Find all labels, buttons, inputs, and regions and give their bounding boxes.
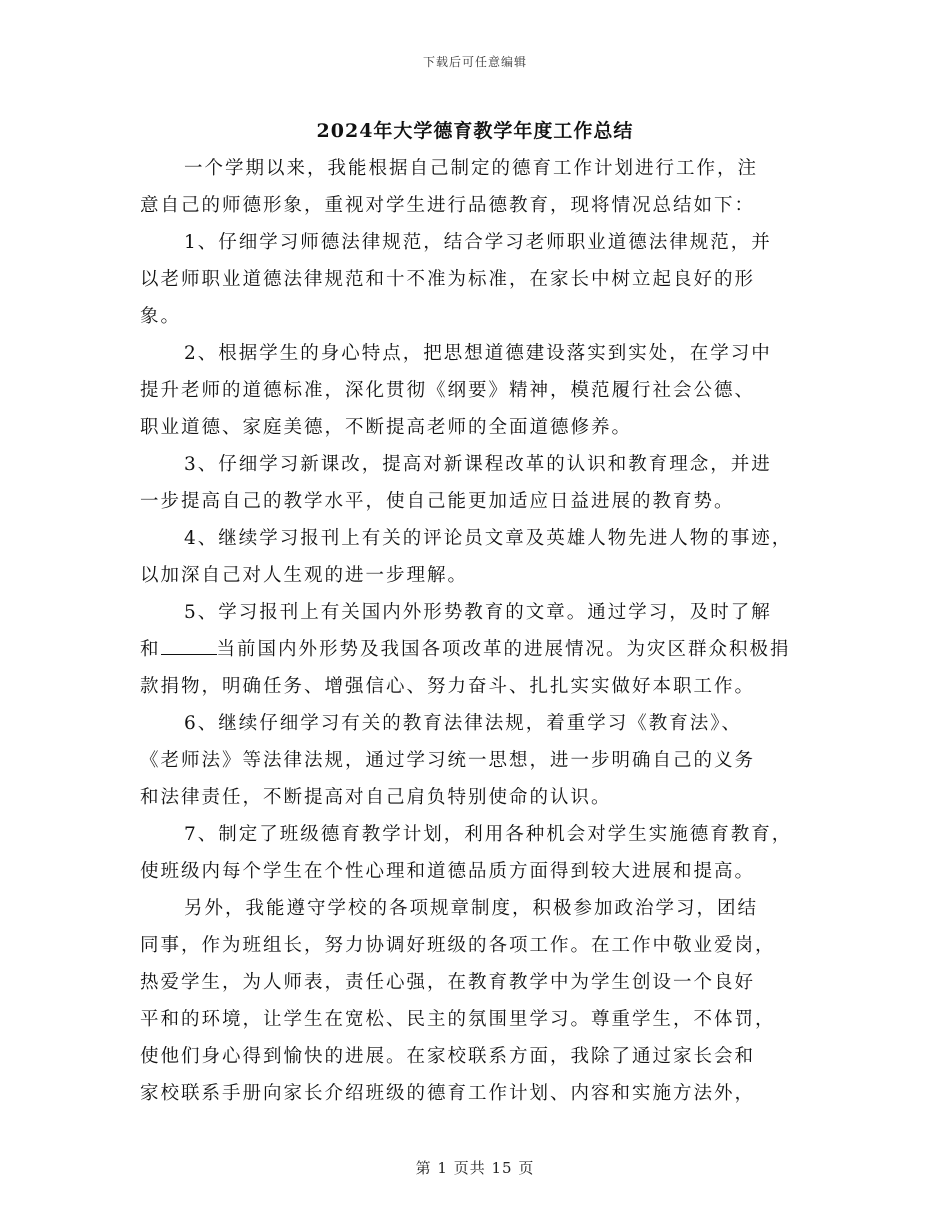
page-footer: 第 1 页共 15 页 (415, 1159, 535, 1177)
body-line: 5、学习报刊上有关国内外形势教育的文章。通过学习，及时了解 (184, 602, 772, 623)
page-header: 下载后可任意编辑 (422, 55, 527, 69)
document-title: 2024年大学德育教学年度工作总结 (316, 120, 634, 142)
body-line: 平和的环境，让学生在宽松、民主的氛围里学习。尊重学生，不体罚， (140, 1009, 776, 1030)
body-line: 和法律责任，不断提高对自己肩负特别使命的认识。 (140, 787, 612, 808)
body-line: 7、制定了班级德育教学计划，利用各种机会对学生实施德育教育， (184, 824, 793, 845)
body-line: 一个学期以来，我能根据自己制定的德育工作计划进行工作，注 (184, 158, 759, 179)
body-line: 使他们身心得到愉快的进展。在家校联系方面，我除了通过家长会和 (140, 1046, 756, 1067)
body-line: 4、继续学习报刊上有关的评论员文章及英雄人物先进人物的事迹， (184, 528, 793, 549)
body-line: 职业道德、家庭美德，不断提高老师的全面道德修养。 (140, 417, 633, 438)
body-line-with-blank (140, 631, 816, 668)
fill-in-blank (161, 638, 217, 655)
body-line: 1、仔细学习师德法律规范，结合学习老师职业道德法律规范，并 (184, 232, 772, 253)
body-line: 另外，我能遵守学校的各项规章制度，积极参加政治学习，团结 (184, 898, 759, 919)
document-body (140, 150, 816, 1112)
body-line: 3、仔细学习新课改，提高对新课程改革的认识和教育理念，并进 (184, 454, 772, 475)
body-line: 款捐物，明确任务、增强信心、努力奋斗、扎扎实实做好本职工作。 (140, 676, 756, 697)
body-line: 提升老师的道德标准，深化贯彻《纲要》精神，模范履行社会公德、 (140, 380, 756, 401)
body-line: 2、根据学生的身心特点，把思想道德建设落实到实处，在学习中 (184, 343, 772, 364)
line-prefix: 和 (140, 639, 161, 660)
body-line: 一步提高自己的教学水平，使自己能更加适应日益进展的教育势。 (140, 491, 735, 512)
body-line: 《老师法》等法律法规，通过学习统一思想，进一步明确自己的义务 (140, 750, 756, 771)
body-line: 以加深自己对人生观的进一步理解。 (140, 565, 469, 586)
body-line: 象。 (140, 306, 182, 327)
body-line: 家校联系手册向家长介绍班级的德育工作计划、内容和实施方法外， (140, 1083, 756, 1104)
line-rest: 当前国内外形势及我国各项改革的进展情况。为灾区群众积极捐 (216, 639, 791, 660)
body-line: 6、继续仔细学习有关的教育法律法规，着重学习《教育法》、 (184, 713, 743, 734)
body-line: 意自己的师德形象，重视对学生进行品德教育，现将情况总结如下： (140, 195, 756, 216)
body-line: 同事，作为班组长，努力协调好班级的各项工作。在工作中敬业爱岗， (140, 935, 776, 956)
body-line: 以老师职业道德法律规范和十不准为标准，在家长中树立起良好的形 (140, 269, 756, 290)
body-line: 使班级内每个学生在个性心理和道德品质方面得到较大进展和提高。 (140, 861, 756, 882)
body-line: 热爱学生，为人师表，责任心强，在教育教学中为学生创设一个良好 (140, 972, 756, 993)
